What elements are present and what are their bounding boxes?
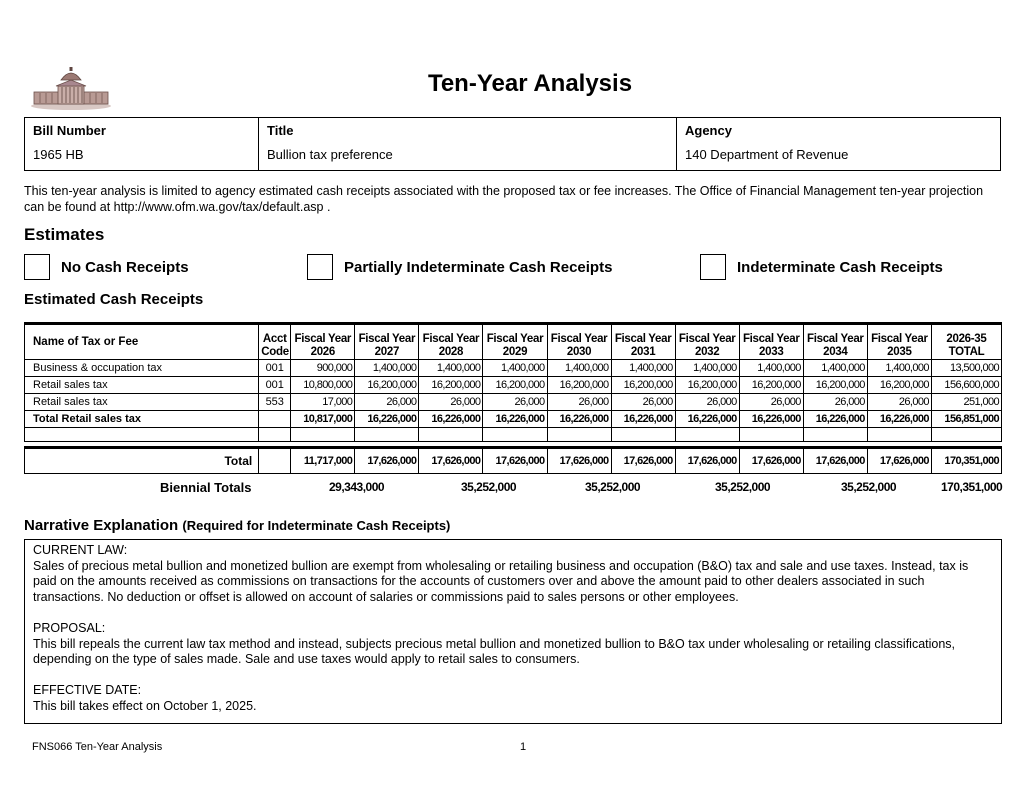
value-cell: 251,000 <box>931 394 1001 411</box>
total-header <box>931 324 1001 360</box>
total-value-cell: 17,626,000 <box>611 448 675 474</box>
value-cell: 16,226,000 <box>611 411 675 428</box>
blank-cell <box>25 428 259 442</box>
no-cash-receipts-checkbox[interactable] <box>24 254 50 280</box>
total-value-cell: 17,626,000 <box>355 448 419 474</box>
footer-form-id: FNS066 Ten-Year Analysis <box>32 741 163 753</box>
value-cell: 1,400,000 <box>675 360 739 377</box>
year-header-line1: Fiscal Year <box>742 333 800 345</box>
year-header-line2: 2029 <box>502 346 528 358</box>
estimates-heading: Estimates <box>24 225 105 244</box>
year-header-line2: 2035 <box>887 346 912 358</box>
value-cell: 16,226,000 <box>483 411 547 428</box>
blank-cell <box>355 428 419 442</box>
partially-indeterminate-option[interactable] <box>307 254 612 280</box>
total-value-cell: 170,351,000 <box>931 448 1001 474</box>
year-header <box>419 324 483 360</box>
value-cell: 1,400,000 <box>739 360 803 377</box>
subtotal-row <box>25 411 1002 428</box>
acct-code-cell: 001 <box>259 377 291 394</box>
bill-number-label: Bill Number <box>33 123 106 138</box>
value-cell: 16,200,000 <box>611 377 675 394</box>
value-cell: 26,000 <box>867 394 931 411</box>
value-cell: 1,400,000 <box>867 360 931 377</box>
year-header-line2: 2028 <box>438 346 464 358</box>
paragraph-title: PROPOSAL: <box>33 620 106 635</box>
acct-code-cell: 001 <box>259 360 291 377</box>
indeterminate-checkbox[interactable] <box>700 254 726 280</box>
blank-row <box>25 428 1002 442</box>
biennial-value: 35,252,000 <box>841 480 897 494</box>
page-title: Ten-Year Analysis <box>427 70 633 97</box>
biennial-value: 170,351,000 <box>941 480 1003 494</box>
year-header-line2: 2026 <box>310 346 335 358</box>
acct-header-line1: Acct <box>262 333 287 345</box>
table-row <box>25 394 1002 411</box>
narrative-heading-note: (Required for Indeterminate Cash Receipts) <box>182 518 451 533</box>
cash-receipts-table <box>24 322 1002 442</box>
year-header <box>355 324 419 360</box>
agency-cell <box>677 118 1000 170</box>
tax-name-cell: Retail sales tax <box>25 377 259 394</box>
tax-name-cell: Total Retail sales tax <box>25 411 259 428</box>
value-cell: 16,200,000 <box>739 377 803 394</box>
total-value-cell: 11,717,000 <box>291 448 355 474</box>
total-label: Total <box>25 448 259 474</box>
table-row <box>25 377 1002 394</box>
blank-cell <box>675 428 739 442</box>
narrative-paragraph <box>33 683 993 714</box>
partially-indeterminate-checkbox[interactable] <box>307 254 333 280</box>
total-value-cell: 17,626,000 <box>483 448 547 474</box>
year-header-line2: 2031 <box>630 346 656 358</box>
blank-cell <box>483 428 547 442</box>
bill-info-box <box>24 117 1001 171</box>
value-cell: 1,400,000 <box>803 360 867 377</box>
biennial-value: 35,252,000 <box>715 480 771 494</box>
intro-text: This ten-year analysis is limited to agency estimated cash receipts associated with the proposed tax or fee increases. The Office of Financial Management ten-year projection can be found at http://www.ofm.wa.gov/tax/default.asp . <box>24 184 984 214</box>
value-cell: 26,000 <box>419 394 483 411</box>
value-cell: 16,226,000 <box>355 411 419 428</box>
year-header <box>483 324 547 360</box>
narrative-heading <box>24 517 450 534</box>
estimated-cash-receipts-heading: Estimated Cash Receipts <box>24 291 204 308</box>
value-cell: 1,400,000 <box>483 360 547 377</box>
blank-cell <box>739 428 803 442</box>
total-header-line1: 2026-35 <box>946 333 987 345</box>
value-cell: 13,500,000 <box>931 360 1001 377</box>
value-cell: 1,400,000 <box>355 360 419 377</box>
year-header-line1: Fiscal Year <box>550 333 608 345</box>
value-cell: 26,000 <box>611 394 675 411</box>
agency-value: 140 Department of Revenue <box>685 147 849 162</box>
blank-cell <box>547 428 611 442</box>
value-cell: 26,000 <box>355 394 419 411</box>
blank-cell <box>867 428 931 442</box>
value-cell: 16,200,000 <box>547 377 611 394</box>
value-cell: 10,800,000 <box>291 377 355 394</box>
year-header-line1: Fiscal Year <box>678 333 736 345</box>
year-header-line1: Fiscal Year <box>422 333 480 345</box>
bill-title-cell <box>259 118 677 170</box>
no-cash-receipts-option[interactable] <box>24 254 189 280</box>
year-header-line2: 2027 <box>374 346 400 358</box>
total-value-cell: 17,626,000 <box>419 448 483 474</box>
value-cell: 26,000 <box>483 394 547 411</box>
narrative-paragraph <box>33 543 993 605</box>
value-cell: 26,000 <box>803 394 867 411</box>
narrative-heading-text: Narrative Explanation <box>24 517 179 534</box>
biennial-value: 29,343,000 <box>329 480 385 494</box>
paragraph-title: EFFECTIVE DATE: <box>33 683 142 698</box>
cash-receipts-table-wrapper <box>24 322 1002 442</box>
value-cell: 156,851,000 <box>931 411 1001 428</box>
value-cell: 16,226,000 <box>675 411 739 428</box>
partially-indeterminate-label: Partially Indeterminate Cash Receipts <box>344 258 613 276</box>
biennial-value: 35,252,000 <box>461 480 517 494</box>
value-cell: 16,226,000 <box>739 411 803 428</box>
value-cell: 16,226,000 <box>547 411 611 428</box>
bill-number-value: 1965 HB <box>33 147 84 162</box>
blank-cell <box>611 428 675 442</box>
footer-page-number: 1 <box>520 741 527 753</box>
year-header <box>803 324 867 360</box>
year-header-line2: 2030 <box>566 346 592 358</box>
value-cell: 26,000 <box>675 394 739 411</box>
value-cell: 16,226,000 <box>419 411 483 428</box>
blank-cell <box>803 428 867 442</box>
value-cell: 16,226,000 <box>803 411 867 428</box>
bill-number-cell <box>25 118 259 170</box>
total-value-cell: 17,626,000 <box>675 448 739 474</box>
tax-name-cell: Retail sales tax <box>25 394 259 411</box>
paragraph-title: CURRENT LAW: <box>33 543 128 557</box>
year-header-line1: Fiscal Year <box>614 333 672 345</box>
blank-cell <box>931 428 1001 442</box>
value-cell: 10,817,000 <box>291 411 355 428</box>
year-header <box>291 324 355 360</box>
total-value-cell: 17,626,000 <box>739 448 803 474</box>
narrative-paragraph <box>33 621 993 668</box>
year-header-line2: 2032 <box>694 346 720 358</box>
value-cell: 16,200,000 <box>483 377 547 394</box>
bill-title-value: Bullion tax preference <box>267 147 393 162</box>
acct-code-cell: 553 <box>259 394 291 411</box>
total-value-cell: 17,626,000 <box>803 448 867 474</box>
value-cell: 900,000 <box>291 360 355 377</box>
value-cell: 16,200,000 <box>419 377 483 394</box>
paragraph-text: This bill repeals the current law tax method and instead, subjects precious metal bullion and monetized bullion to B&O tax under wholesaling or retailing classifications, depending on the type of sales made. Sale and use taxes would apply to retail sales to consumers. <box>33 636 956 667</box>
tax-name-cell: Business & occupation tax <box>25 360 259 377</box>
grand-total-row <box>25 448 1002 474</box>
blank-cell <box>291 428 355 442</box>
biennial-totals-label: Biennial Totals <box>160 480 252 495</box>
year-header-line1: Fiscal Year <box>807 333 864 345</box>
value-cell: 156,600,000 <box>931 377 1001 394</box>
value-cell: 1,400,000 <box>547 360 611 377</box>
acct-header-line2: Code <box>261 346 289 358</box>
value-cell: 17,000 <box>291 394 355 411</box>
value-cell: 16,200,000 <box>355 377 419 394</box>
value-cell: 16,200,000 <box>867 377 931 394</box>
indeterminate-option[interactable] <box>700 254 943 280</box>
total-value-cell: 17,626,000 <box>547 448 611 474</box>
year-header-line2: 2034 <box>823 346 848 358</box>
no-cash-receipts-label: No Cash Receipts <box>61 258 189 276</box>
table-row <box>25 360 1002 377</box>
year-header <box>547 324 611 360</box>
year-header <box>611 324 675 360</box>
value-cell: 1,400,000 <box>611 360 675 377</box>
value-cell: 16,226,000 <box>867 411 931 428</box>
year-header <box>739 324 803 360</box>
year-header-line1: Fiscal Year <box>871 333 928 345</box>
table-header-row <box>25 324 1002 360</box>
total-value-cell: 17,626,000 <box>867 448 931 474</box>
table-body <box>25 360 1002 442</box>
paragraph-text: This bill takes effect on October 1, 2025. <box>33 698 257 713</box>
value-cell: 16,200,000 <box>803 377 867 394</box>
blank-cell <box>259 428 291 442</box>
year-header-line1: Fiscal Year <box>486 333 544 345</box>
year-header-line2: 2033 <box>759 346 784 358</box>
year-header <box>867 324 931 360</box>
value-cell: 16,200,000 <box>675 377 739 394</box>
total-header-line2: TOTAL <box>948 346 985 358</box>
paragraph-text: Sales of precious metal bullion and monetized bullion are exempt from wholesaling or retailing business and occupation (B&O) tax and sale and use taxes. Instead, tax is paid on the amounts received as commissions on transactions for the accounts of customers over and above the amount paid to other dealers associated in such transactions. No deduction or offset is allowed on account of salaries or commissions paid to sales persons or other employees. <box>33 558 969 604</box>
value-cell: 26,000 <box>547 394 611 411</box>
value-cell: 26,000 <box>739 394 803 411</box>
narrative-box <box>24 539 1002 724</box>
year-header-line1: Fiscal Year <box>358 333 416 345</box>
year-header-line1: Fiscal Year <box>294 333 352 345</box>
grand-total-table <box>24 446 1002 474</box>
value-cell: 1,400,000 <box>419 360 483 377</box>
bill-title-label: Title <box>267 123 294 138</box>
total-code-cell <box>259 448 291 474</box>
acct-code-cell <box>259 411 291 428</box>
year-header <box>675 324 739 360</box>
agency-label: Agency <box>685 123 732 138</box>
acct-code-header <box>259 324 291 360</box>
blank-cell <box>419 428 483 442</box>
biennial-value: 35,252,000 <box>585 480 641 494</box>
indeterminate-label: Indeterminate Cash Receipts <box>737 258 943 276</box>
name-header: Name of Tax or Fee <box>25 324 259 360</box>
